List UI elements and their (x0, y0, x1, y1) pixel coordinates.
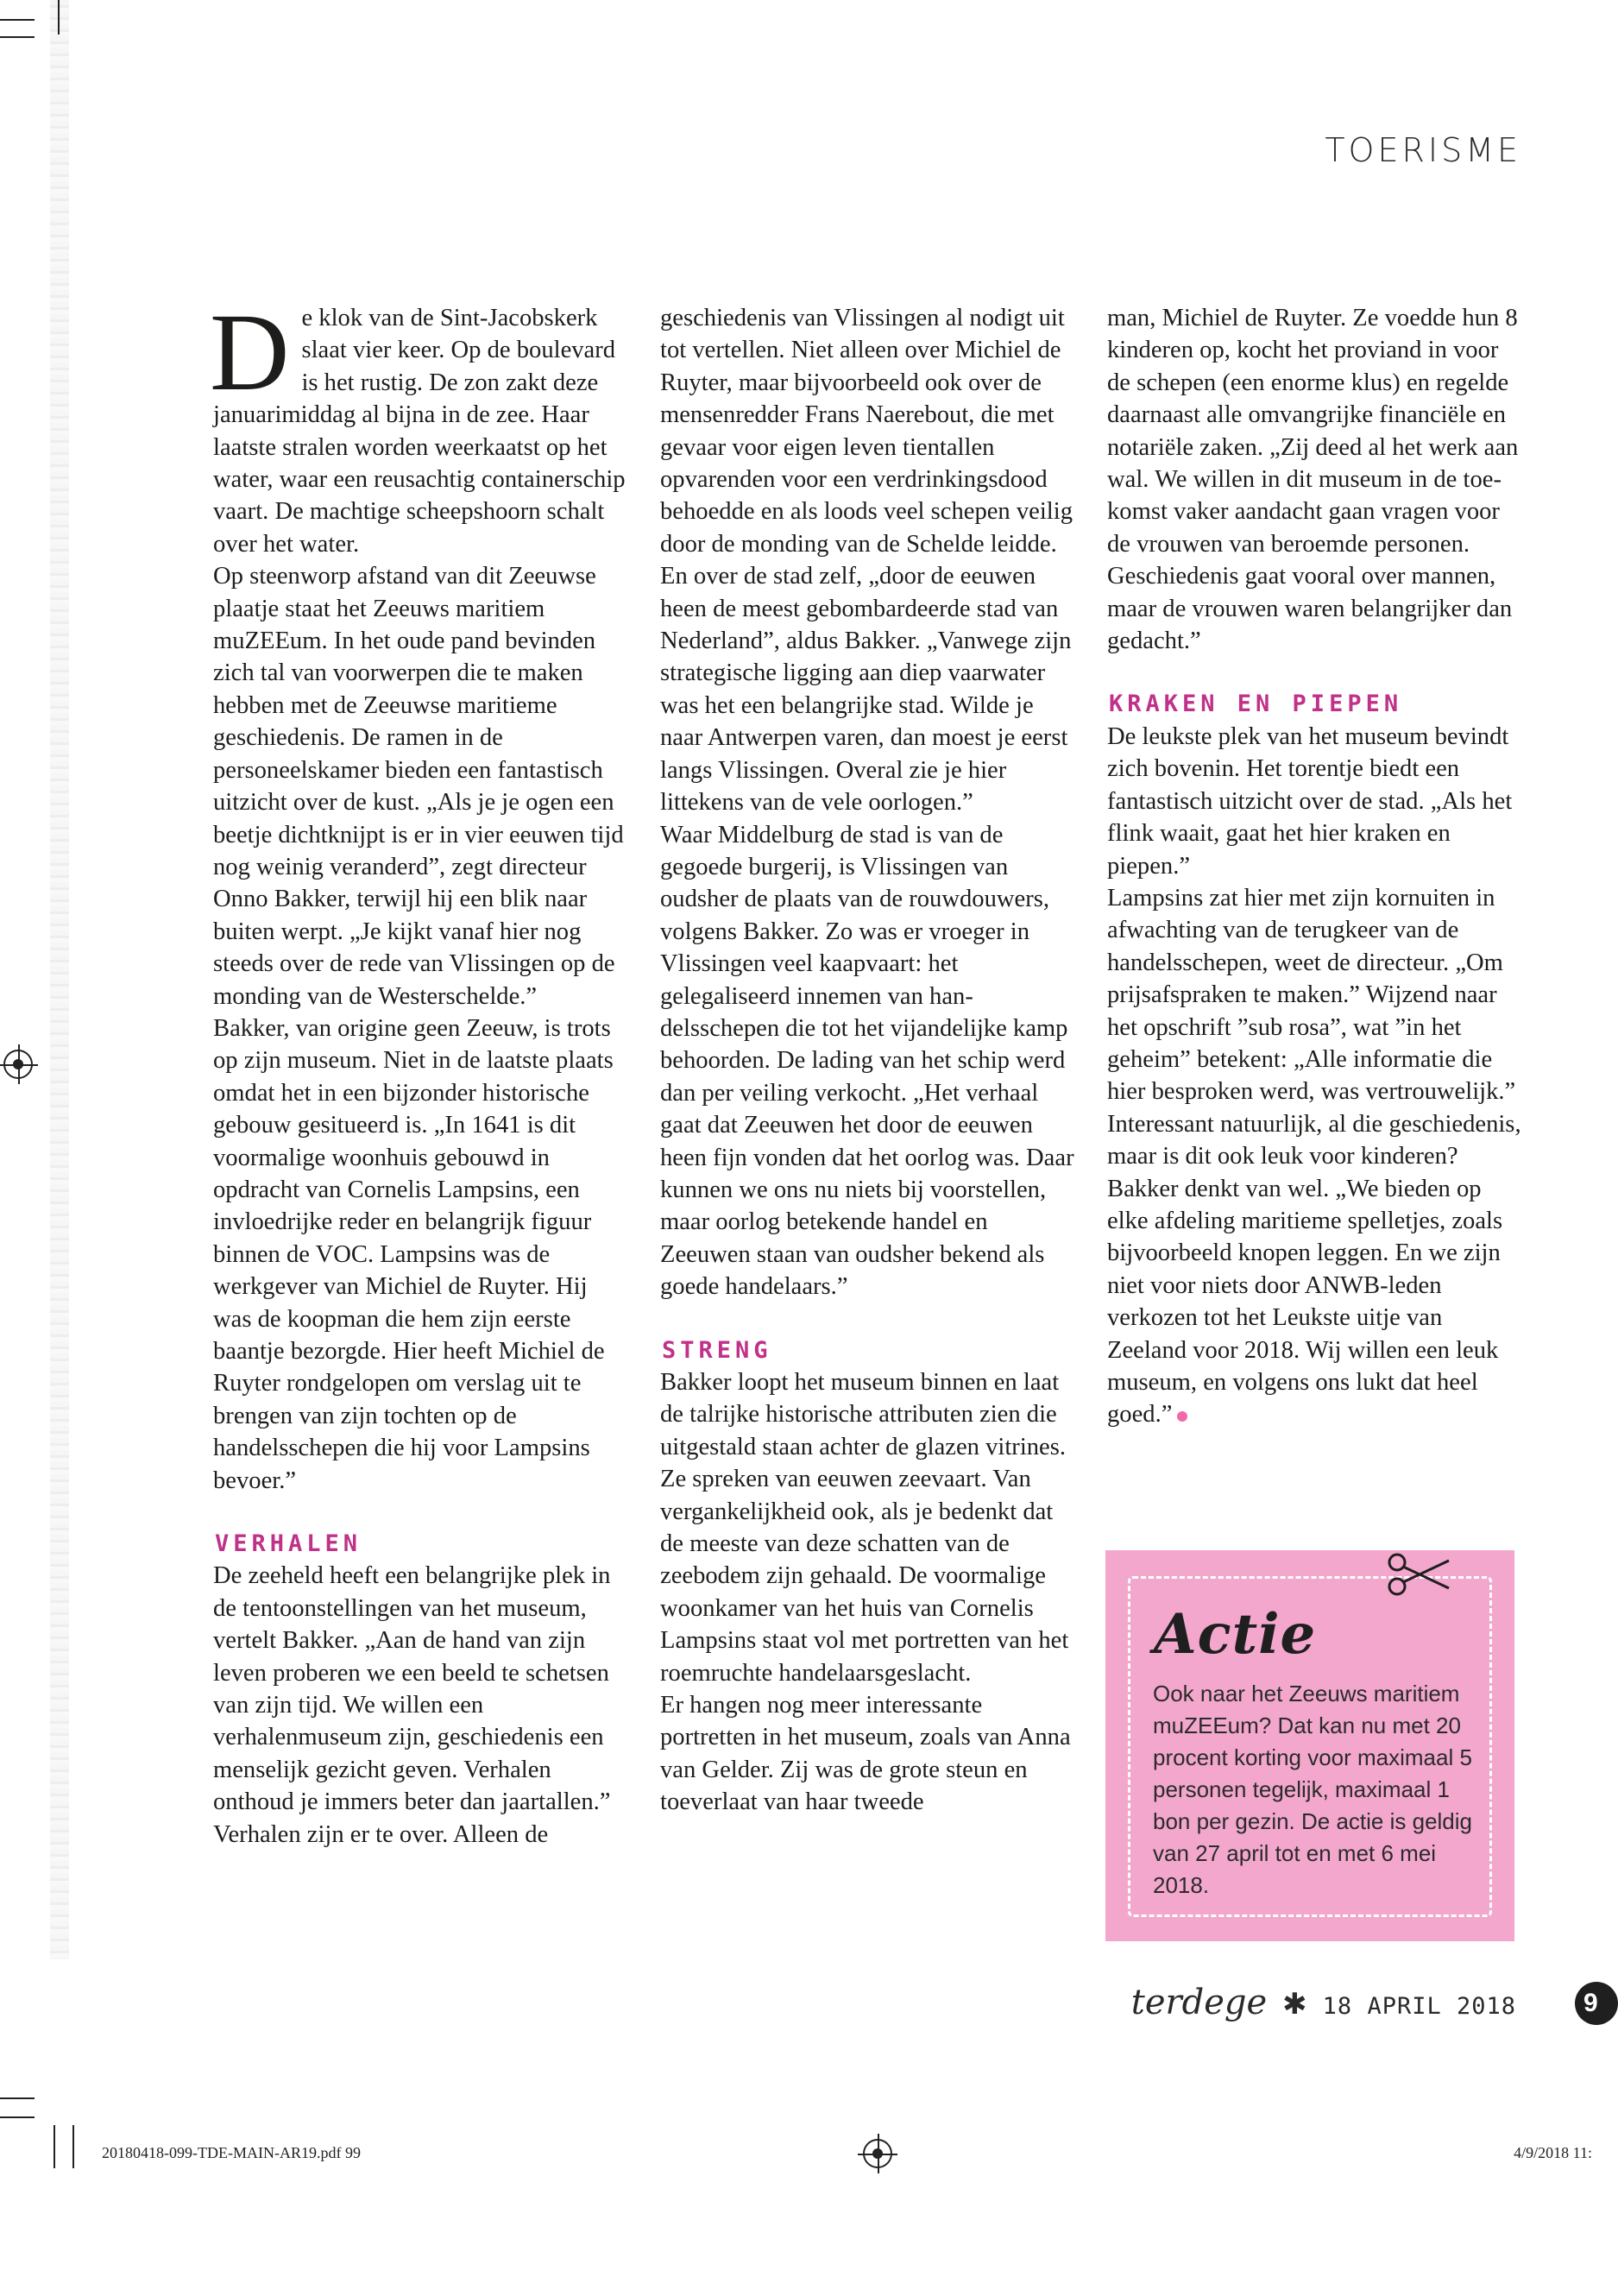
magazine-brand: terdege (1130, 1983, 1268, 2022)
registration-mark-icon (3, 1050, 33, 1079)
section-label: TOERISME (1325, 131, 1521, 169)
article-paragraph: Interessant natuurlijk, al die geschiedenis, maar is dit ook leuk voor kinderen? Bakker denkt van wel. „We bieden op elke afdeling maritieme spelletjes, zoals bijvoorbeeld knopen leggen. En we zijn niet voor niets door ANWB-leden verkozen tot het Leukste uitje van Zeeland voor 2018. Wij willen een leuk museum, en volgens ons lukt dat heel goed.” (1107, 1110, 1521, 1429)
crop-mark (0, 36, 35, 38)
subheading-kraken-en-piepen: KRAKEN EN PIEPEN (1109, 691, 1403, 718)
separator-star-icon: ✱ (1282, 1987, 1307, 2022)
subheading-verhalen: VERHALEN (215, 1530, 362, 1558)
crop-mark (0, 2116, 35, 2118)
crop-mark (0, 19, 35, 21)
actie-title: Actie (1154, 1602, 1317, 1667)
article-paragraph: Verhalen zijn er te over. Alleen de (213, 1820, 549, 1848)
issue-date: 18 APRIL 2018 (1322, 1993, 1516, 2020)
crop-mark (58, 0, 60, 35)
article-paragraph: De klok van de Sint-Jacobskerk slaat vier keer. Op de boulevard is het rustig. De zon zakt deze januarimiddag al bijna in de zee. Haar laatste stralen worden weerkaatst op het water, waar een reusachtig containerschip vaart. De machtige scheepshoorn schalt over het water. (210, 291, 626, 558)
article-paragraph: Op steenworp afstand van dit Zeeuwse plaatje staat het Zeeuws maritiem muZEEum. In het oude pand bevinden zich tal van voorwerpen die te maken hebben met de Zeeuwse maritieme geschiedenis. De ramen in de personeelskamer bieden een fantastisch uitzicht over de kust. „Als je je ogen een beetje dichtknijpt is er in vier eeuwen tijd nog weinig veranderd”, zegt directeur Onno Bakker, terwijl hij een blik naar buiten werpt. „Je kijkt vanaf hier nog steeds over de rede van Vlissingen op de monding van de Westerschelde.” (213, 563, 624, 1010)
article-column-3 (1107, 302, 1523, 1431)
article-column-2 (660, 302, 1076, 1819)
scissors-icon (1385, 1549, 1454, 1600)
article-paragraph: geschiedenis van Vlissingen al nodigt uit tot vertellen. Niet alleen over Michiel de Ruyter, maar bijvoorbeeld ook over de mensenredder Frans Naerebout, die met gevaar voor eigen leven tientallen opvarenden voor een verdrinkingsdood behoedde en als loods veel schepen veilig door de monding van de Schelde leidde. En over de stad zelf, „door de eeuwen heen de meest gebombardeerde stad van Nederland”, aldus Bakker. „Vanwege zijn strategische ligging aan diep vaarwater was het een belangrijke stad. Wilde je naar Antwerpen varen, dan moest je eerst langs Vlissingen. Overal zie je hier littekens van de vele oorlogen.” (660, 305, 1073, 817)
end-mark-icon (1177, 1411, 1187, 1422)
article-paragraph: Waar Middelburg de stad is van de gegoede burgerij, is Vlissingen van oudsher de plaats van de rouwdouwers, volgens Bakker. Zo was er vroeger in Vlissingen veel kaapvaart: het gelegaliseerd innemen van handelsschepen die tot het vijandelijke kamp behoorden. De lading van het schip werd dan per veiling verkocht. „Het verhaal gaat dat Zeeuwen het door de eeuwen heen fijn vonden dat het oorlog was. Daar kunnen we ons nu niets bij voorstellen, maar oorlog betekende handel en Zeeuwen staan van oudsher bekend als goede handelaars.” (660, 821, 1074, 1301)
article-column-1 (210, 291, 629, 1851)
crop-mark (72, 2125, 74, 2168)
article-paragraph: Er hangen nog meer interessante portretten in het museum, zoals van Anna van Gelder. Zij was de grote steun en toeverlaat van haar tweede (660, 1692, 1071, 1816)
crop-mark (0, 2097, 35, 2099)
article-paragraph: Lampsins zat hier met zijn kornuiten in afwachting van de terugkeer van de handelsschepen, weet de directeur. „Om prijsafspraken te maken.” Wijzend naar het opschrift ”sub rosa”, wat ”in het geheim” betekent: „Alle informatie die hier besproken werd, was vertrouwelijk.” (1107, 884, 1516, 1106)
actie-promo-box (1105, 1550, 1514, 1941)
print-slug-date: 4/9/2018 11: (1514, 2144, 1592, 2161)
article-paragraph: De zeeheld heeft een belangrijke plek in de tentoonstellingen van het museum, vertelt Bakker. „Aan de hand van zijn leven proberen we een beeld te schetsen van zijn tijd. We willen een verhalenmuseum zijn, geschiedenis een menselijk gezicht geven. Verhalen onthoud je immers beter dan jaartallen.” (213, 1562, 611, 1816)
article-paragraph: Bakker, van origine geen Zeeuw, is trots op zijn museum. Niet in de laatste plaats omdat het in een bijzonder historische gebouw gesitueerd is. „In 1641 is dit voormalige woonhuis gebouwd in opdracht van Cornelis Lampsins, een invloedrijke reder en belangrijk figuur binnen de VOC. Lampsins was de werkgever van Michiel de Ruyter. Hij was de koopman die hem zijn eerste baantje bezorgde. Hier heeft Michiel de Ruyter rondgelopen om verslag uit te brengen van zijn tochten op de handelsschepen die hij voor Lampsins bevoer.” (213, 1014, 614, 1494)
article-paragraph: man, Michiel de Ruyter. Ze voedde hun 8 kinderen op, kocht het proviand in voor de schepen (een enorme klus) en regelde daarnaast alle omvangrijke financiële en notariële zaken. „Zij deed al het werk aan wal. We willen in dit museum in de toekomst vaker aandacht gaan vragen voor de vrouwen van beroemde personen. Geschiedenis gaat vooral over mannen, maar de vrouwen waren belangrijker dan gedacht.” (1107, 305, 1519, 655)
subheading-streng: STRENG (662, 1336, 772, 1364)
article-paragraph: Bakker loopt het museum binnen en laat de talrijke historische attributen zien die uitgestald staan achter de glazen vitrines. Ze spreken van eeuwen zeevaart. Van vergankelijkheid ook, als je bedenkt dat de meeste van deze schatten van de zeebodem zijn gehaald. De voormalige woonkamer van het huis van Cornelis Lampsins staat vol met portretten van het roemruchte handelaarsgeslacht. (660, 1369, 1069, 1687)
article-paragraph: De leukste plek van het museum bevindt zich bovenin. Het torentje biedt een fantastisch uitzicht over de stad. „Als het flink waait, gaat het hier kraken en piepen.” (1107, 722, 1513, 880)
page-footer (1131, 1983, 1516, 2022)
crop-mark (54, 2125, 55, 2168)
registration-mark-icon (863, 2139, 892, 2168)
page-number-tab: 9 (1575, 1982, 1618, 2025)
print-slug-filename: 20180418-099-TDE-MAIN-AR19.pdf 99 (102, 2144, 361, 2161)
page-gutter-strip (50, 0, 69, 1959)
drop-cap: D (210, 291, 290, 413)
actie-text: Ook naar het Zeeuws maritiem muZEEum? Dat kan nu met 20 procent korting voor maximaal 5 personen tegelijk, maximaal 1 bon per gezin. De actie is geldig van 27 april tot en met 6 mei 2018. (1153, 1681, 1473, 1898)
